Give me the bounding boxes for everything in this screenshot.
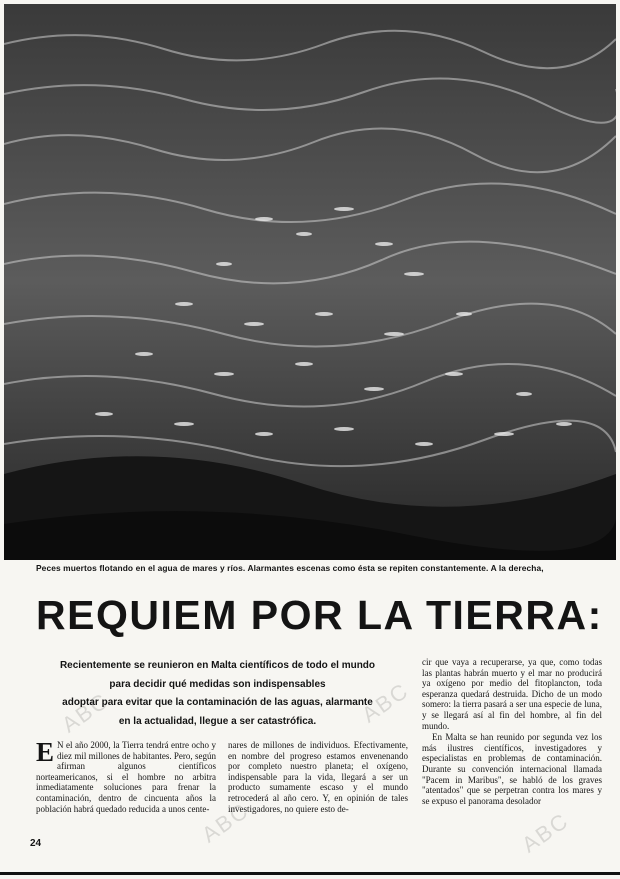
page-number: 24: [30, 838, 42, 849]
lede-line: Recientemente se reunieron en Malta científicos de todo el mundo: [59, 660, 376, 671]
bottom-rule: [0, 872, 620, 875]
lede-line: para decidir qué medidas son indispensables: [109, 678, 326, 690]
photo-caption: Peces muertos flotando en el agua de mares y ríos. Alarmantes escenas como ésta se repiten constantemente. A la derecha,: [36, 563, 544, 573]
watermark: ABC: [357, 677, 414, 728]
article-lede: [40, 657, 395, 731]
column-paragraph: En Malta se han reunido por segunda vez los más ilustres científicos, investigadores y especialistas en problemas de contaminación. Durante su convención internacional llamada "Pacem in Maribus", se habló de los graves "atentados" que se perpetran contra los mares y se expuso el panorama desolador: [422, 732, 602, 806]
body-column-2: [228, 740, 408, 830]
column-text: N el año 2000, la Tierra tendrá entre ocho y diez mil millones de habitantes. Pero, según afirman algunos científicos norteamericanos, si el hombre no arbitra inmediatamente soluciones para frenar la contaminación, dentro de cincuenta años la población habrá quedado reducida a unos cente-: [36, 740, 216, 814]
column-text: nares de millones de individuos. Efectivamente, en nombre del progreso estamos envenenando por completo nuestro planeta; el oxígeno, indispensable para la vida, llegará a ser un producto sumamente escaso y el mundo retrocederá al año cero. Y, en opinión de tales investigadores, no quiere esto de-: [228, 740, 408, 814]
dead-fish-water-photo-icon: [4, 4, 616, 560]
watermark: ABC: [57, 687, 114, 738]
lede-line: adoptar para evitar que la contaminación de las aguas, alarmante: [62, 697, 373, 708]
dead-fish-photo: [4, 4, 616, 560]
watermark: ABC: [197, 797, 254, 848]
watermark: ABC: [517, 807, 574, 858]
body-column-3: [422, 657, 602, 829]
column-paragraph: cir que vaya a recuperarse, ya que, como todas las plantas habrán muerto y el mar no producirá ya oxígeno por medio del fitoplancton, toda esperanza quedará destruida. Dicho de un modo somero: la tierra pasará a ser una especie de luna, y se llegará así al fin del hombre, al fin del mundo.: [422, 657, 602, 731]
drop-cap: E: [36, 740, 55, 767]
body-column-1: [36, 740, 216, 830]
lede-line: en la actualidad, llegue a ser catastrófica.: [118, 715, 317, 727]
article-headline: REQUIEM POR LA TIERRA:: [36, 592, 603, 638]
